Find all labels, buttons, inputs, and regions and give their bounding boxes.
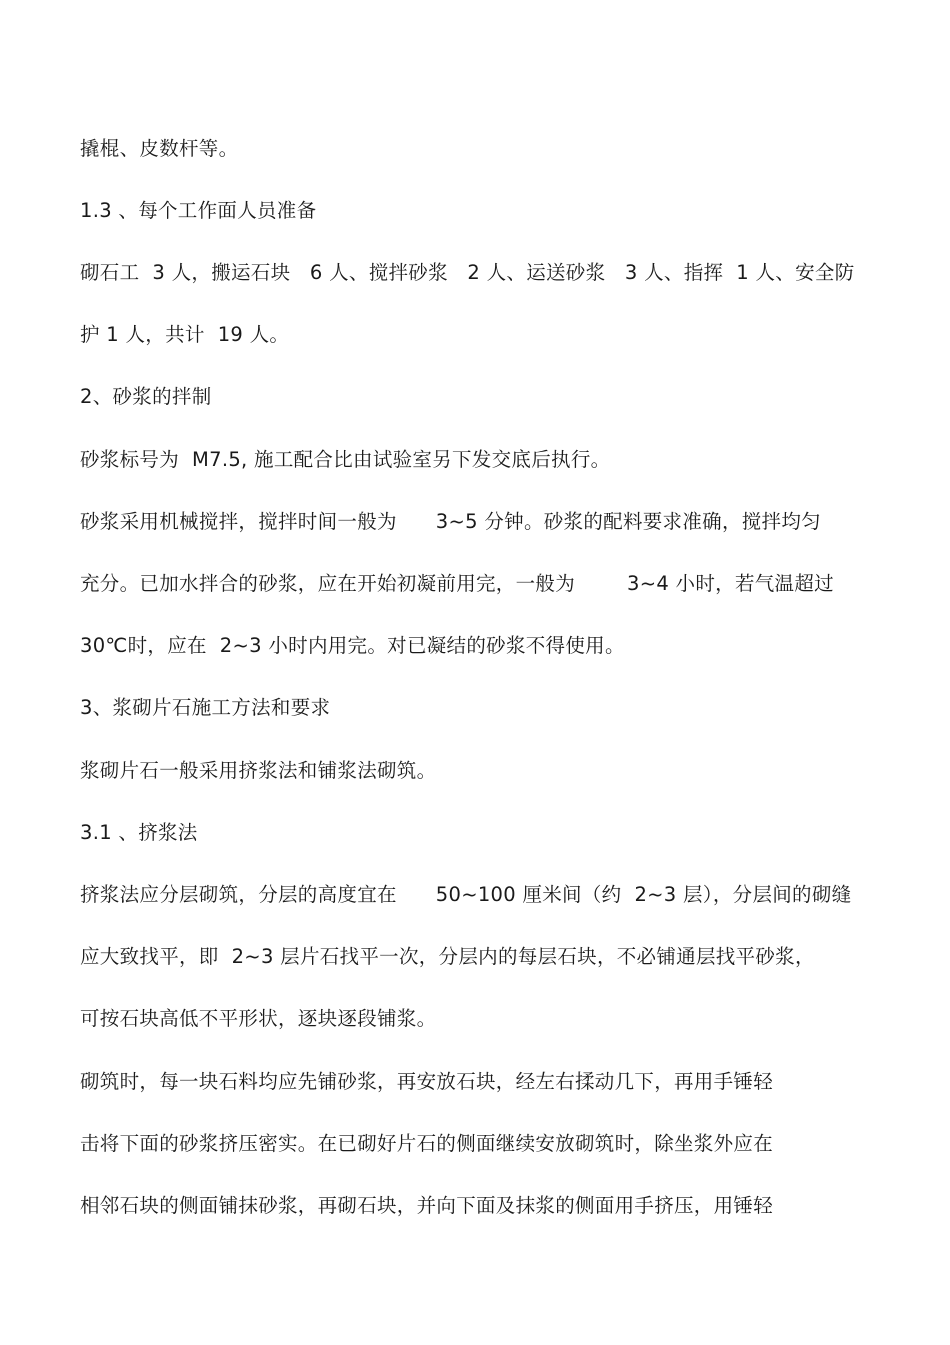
text-line: 挤浆法应分层砌筑，分层的高度宜在 50~100 厘米间（约 2~3 层），分层间的砌缝 [80, 883, 852, 906]
section-heading: 3、浆砌片石施工方法和要求 [80, 696, 331, 719]
text-line: 30℃时，应在 2~3 小时内用完。对已凝结的砂浆不得使用。 [80, 634, 625, 657]
text-line: 砌筑时，每一块石料均应先铺砂浆，再安放石块，经左右揉动几下，再用手锤轻 [80, 1070, 774, 1093]
text-line: 浆砌片石一般采用挤浆法和铺浆法砌筑。 [80, 759, 437, 782]
text-line: 击将下面的砂浆挤压密实。在已砌好片石的侧面继续安放砌筑时，除坐浆外应在 [80, 1132, 774, 1155]
text-line: 砂浆采用机械搅拌，搅拌时间一般为 3~5 分钟。砂浆的配料要求准确，搅拌均匀 [80, 510, 821, 533]
text-line: 砌石工 3 人，搬运石块 6 人、搅拌砂浆 2 人、运送砂浆 3 人、指挥 1 人、安全防 [80, 261, 855, 284]
section-heading: 1.3 、每个工作面人员准备 [80, 199, 317, 222]
text-line: 可按石块高低不平形状，逐块逐段铺浆。 [80, 1007, 437, 1030]
text-line: 砂浆标号为 M7.5, 施工配合比由试验室另下发交底后执行。 [80, 448, 611, 471]
text-line: 护 1 人，共计 19 人。 [80, 323, 290, 346]
section-heading: 3.1 、挤浆法 [80, 821, 198, 844]
section-heading: 2、砂浆的拌制 [80, 385, 212, 408]
text-line: 相邻石块的侧面铺抹砂浆，再砌石块，并向下面及抹浆的侧面用手挤压，用锤轻 [80, 1194, 774, 1217]
text-line: 应大致找平，即 2~3 层片石找平一次，分层内的每层石块，不必铺通层找平砂浆， [80, 945, 815, 968]
text-line: 撬棍、皮数杆等。 [80, 137, 239, 160]
text-line: 充分。已加水拌合的砂浆，应在开始初凝前用完，一般为 3~4 小时，若气温超过 [80, 572, 834, 595]
